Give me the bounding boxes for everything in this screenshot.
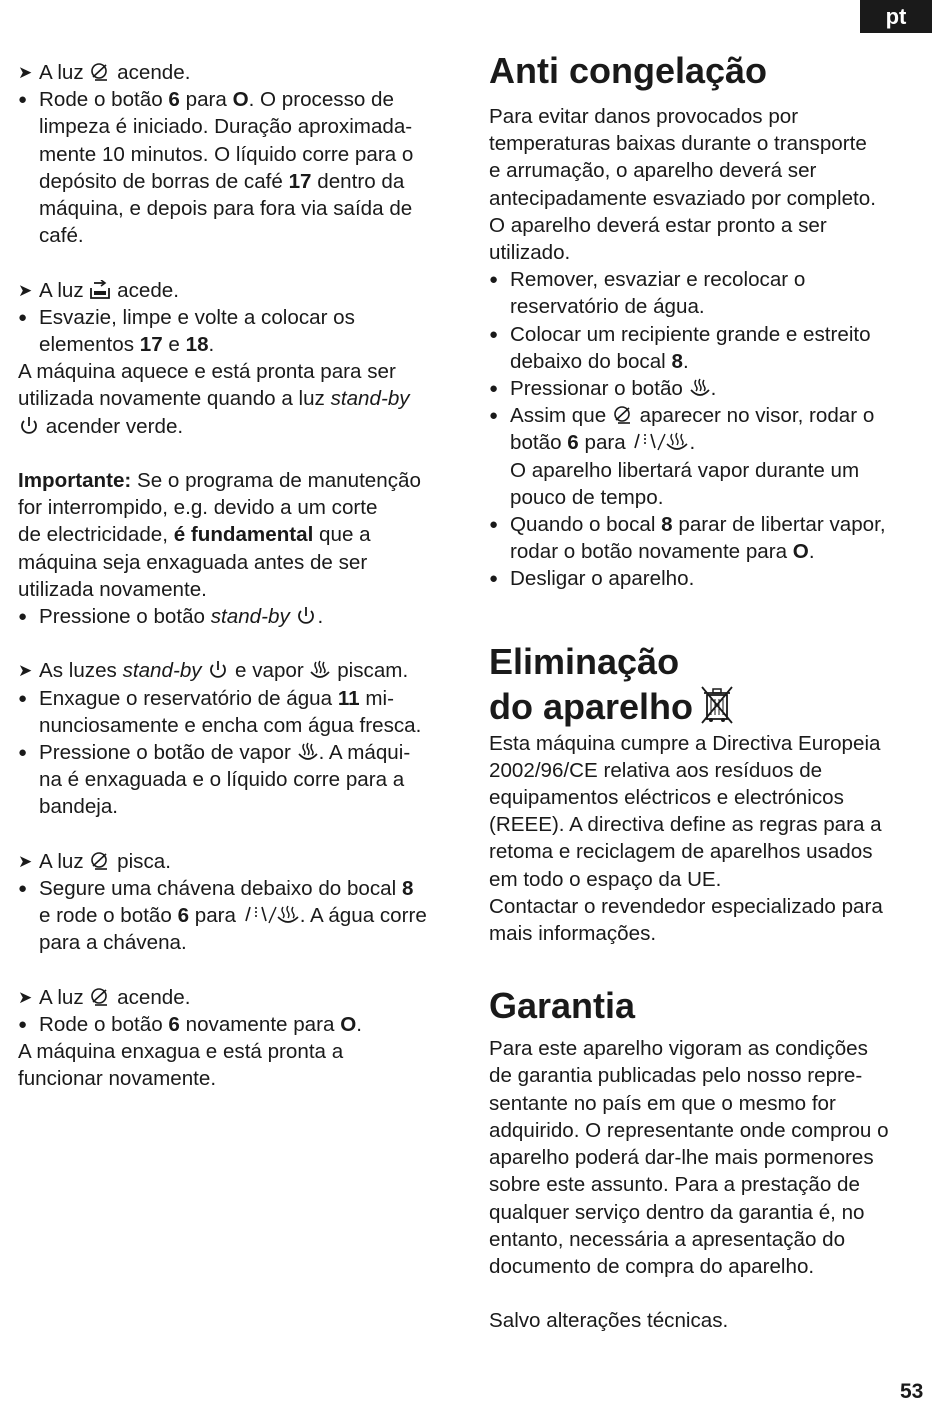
descale-light-icon — [89, 987, 111, 1007]
result-line-light-on: ➤ A luz acende. — [18, 59, 468, 86]
bullet-icon: ● — [489, 570, 499, 588]
power-icon — [295, 606, 317, 626]
bullet-icon: ● — [18, 689, 28, 707]
section-title-disposal: Eliminação do aparelho — [489, 641, 939, 728]
list-item: ● Quando o bocal 8 parar de libertar vapor, rodar o botão novamente para O. — [489, 513, 886, 564]
instruction-press-steam: ● Pressione o botão de vapor . A máqui- na é enxaguada e o líquido corre para a bandeja. — [18, 741, 411, 819]
paragraph-disposal: Esta máquina cumpre a Directiva Europeia 2002/96/CE relativa aos resíduos de equipamentos eléctricos e electrónicos (REEE). A directiva define as regras para a retoma e reciclagem de aparelhos usados em todo o espaço da UE. Contactar o revendedor especializado para mais informações. — [489, 731, 883, 946]
list-item: ● Desligar o aparelho. — [489, 565, 939, 592]
instruction-rinse-tank: ● Enxague o reservatório de água 11 mi- nunciosamente e encha com água fresca. — [18, 686, 422, 737]
paragraph-important: Importante: Se o programa de manutenção for interrompido, e.g. devido a um corte de electricidade, é fundamental que a máquina seja enxaguada antes de ser utilizada novamente. — [18, 469, 421, 601]
instruction-hold-cup: ● Segure uma chávena debaixo do bocal 8 e rode o botão 6 para . A água corre para a chávena. — [18, 877, 427, 955]
section-title-anti-freeze: Anti congelação — [489, 50, 768, 91]
bullet-icon: ● — [18, 308, 28, 326]
steam-icon — [309, 660, 331, 680]
result-line-lights-flash: ➤ As luzes stand-by e vapor piscam. — [18, 657, 468, 684]
triangle-marker-icon: ➤ — [18, 661, 33, 681]
bullet-icon: ● — [489, 380, 499, 398]
descale-light-icon — [612, 405, 634, 425]
triangle-marker-icon: ➤ — [18, 280, 33, 300]
power-icon — [207, 660, 229, 680]
instruction-rotate-knob: ● Rode o botão 6 para O. O processo de limpeza é iniciado. Duração aproximada- mente 10 minutos. O líquido corre para o depósito de borras de café 17 dentro da máquina, e depois para fora via saída de café. — [18, 88, 414, 248]
list-item: ● Remover, esvaziar e recolocar o reservatório de água. — [489, 268, 806, 319]
result-line-light-on-2: ➤ A luz acende. — [18, 984, 468, 1011]
bullet-icon: ● — [18, 744, 28, 762]
list-item: ● Pressionar o botão . — [489, 375, 939, 402]
bullet-icon: ● — [489, 516, 499, 534]
technical-changes-note: Salvo alterações técnicas. — [489, 1309, 729, 1333]
list-item: ● Assim que aparecer no visor, rodar o botão 6 para . O aparelho libertará vapor durante um pouco de tempo. — [489, 404, 875, 509]
power-icon — [18, 416, 40, 436]
instruction-press-standby: ● Pressione o botão stand-by . — [18, 603, 468, 630]
list-item: ● Colocar um recipiente grande e estreito debaixo do bocal 8. — [489, 322, 871, 373]
instruction-empty-clean: ● Esvazie, limpe e volte a colocar os elementos 17 e 18. — [18, 305, 355, 357]
descale-light-icon — [89, 62, 111, 82]
steam-icon — [689, 378, 711, 398]
bullet-icon: ● — [18, 880, 28, 898]
triangle-marker-icon: ➤ — [18, 63, 33, 82]
hot-water-steam-icon — [631, 432, 689, 452]
language-tab: pt — [860, 0, 932, 33]
bullet-icon: ● — [489, 325, 499, 343]
grounds-container-icon — [89, 280, 111, 300]
result-line-grounds-light: ➤ A luz acede. — [18, 277, 468, 304]
paragraph-warranty: Para este aparelho vigoram as condições de garantia publicadas pelo nosso repre- sentante no país em que o mesmo for adquirido. O representante onde comprou o aparelho poderá dar-lhe mais pormenores sobre este assunto. Para a prestação de qualquer serviço dentro da garantia é, no entanto, necessária a apresentação do documento de compra do aparelho. — [489, 1037, 889, 1278]
bullet-icon: ● — [18, 1016, 28, 1034]
triangle-marker-icon: ➤ — [18, 987, 33, 1007]
paragraph-anti-freeze: Para evitar danos provocados por temperaturas baixas durante o transporte e arrumação, o aparelho deverá ser antecipadamente esvaziado por completo. O aparelho deverá estar pronto a ser utilizado. — [489, 105, 876, 265]
steam-icon — [297, 742, 319, 762]
section-title-warranty: Garantia — [489, 985, 636, 1027]
bullet-icon: ● — [18, 608, 28, 626]
hot-water-steam-icon — [242, 905, 300, 925]
bullet-icon: ● — [18, 91, 28, 109]
descale-light-icon — [89, 851, 111, 871]
bullet-icon: ● — [489, 271, 499, 289]
result-line-light-flashes: ➤ A luz pisca. — [18, 848, 468, 875]
paragraph-heats-up: A máquina aquece e está pronta para ser utilizada novamente quando a luz stand-by acender verde. — [18, 360, 410, 438]
left-column — [18, 59, 468, 1093]
page-number: 53 — [900, 1380, 924, 1403]
right-column — [489, 50, 939, 1335]
triangle-marker-icon: ➤ — [18, 851, 33, 871]
bullet-icon: ● — [489, 407, 499, 425]
crossed-bin-icon — [699, 683, 735, 725]
paragraph-rinsed: A máquina enxagua e está pronta a funcionar novamente. — [18, 1040, 344, 1091]
instruction-rotate-knob-again: ● Rode o botão 6 novamente para O. — [18, 1011, 468, 1038]
